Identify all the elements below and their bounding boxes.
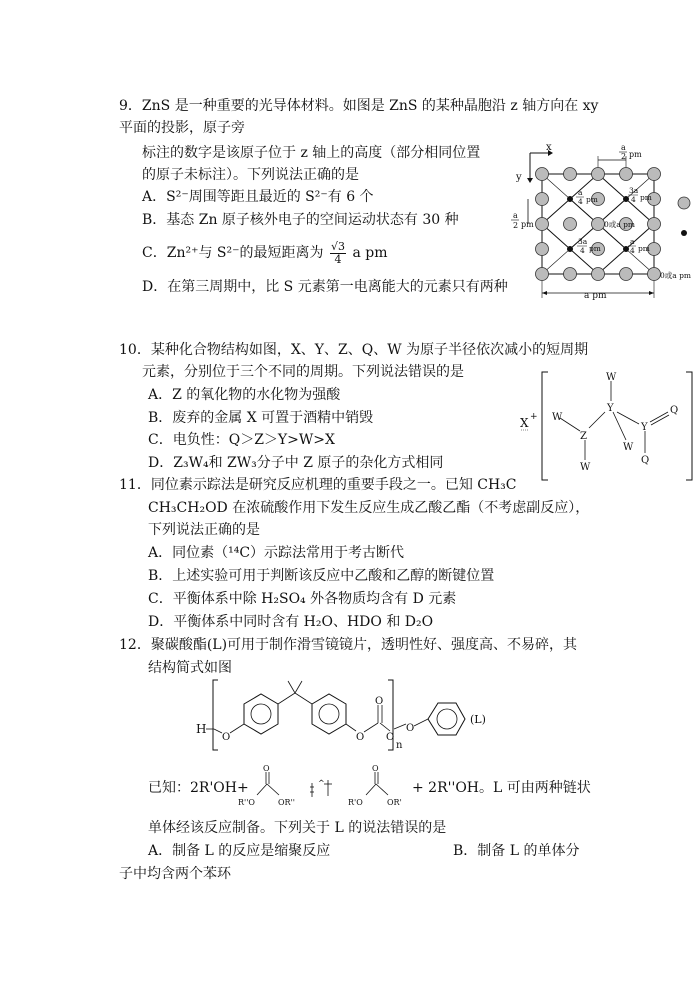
bottom-dim-label: a pm bbox=[584, 291, 607, 301]
h-end-group: H bbox=[196, 722, 207, 736]
atom-w: W bbox=[552, 412, 563, 423]
q9-option-d: D．在第三周期中，比 S 元素第一电离能大的元素只有两种 bbox=[142, 279, 508, 295]
q9-stem-line4: 的原子未标注）。下列说法正确的是 bbox=[142, 167, 359, 183]
axis-x-label: x bbox=[546, 142, 552, 153]
h-label-den: 4 bbox=[578, 197, 583, 206]
q12-stem-line1: 12．聚碳酸酯(L)可用于制作滑雪镜镜片，透明性好、强度高、不易碎，其 bbox=[119, 637, 578, 653]
q12-option-b: B．制备 L 的单体分 bbox=[453, 843, 580, 859]
product-right-group: OR' bbox=[387, 798, 402, 807]
h-label-den: 4 bbox=[580, 246, 585, 255]
q10-option-b: B．废弃的金属 X 可置于酒精中销毁 bbox=[148, 410, 374, 426]
atom-y: Y bbox=[641, 422, 648, 433]
q12-option-a: A．制备 L 的反应是缩聚反应 bbox=[148, 843, 331, 859]
atom-w: W bbox=[623, 442, 634, 453]
carbonate-left-group: R''O bbox=[238, 798, 255, 807]
q11-option-a: A．同位素（¹⁴C）示踪法常用于考古断代 bbox=[148, 545, 405, 561]
h-label-den: 4 bbox=[631, 195, 636, 204]
polymer-label: (L) bbox=[470, 713, 486, 726]
carbonate-right-group: OR'' bbox=[278, 798, 295, 807]
q12-known-suffix: + 2R''OH。L 可由两种链状 bbox=[412, 780, 591, 796]
product-left-group: R'O bbox=[348, 798, 363, 807]
q9-option-c-numerator: √3 bbox=[330, 239, 345, 253]
cation-symbol: X bbox=[520, 416, 529, 430]
atom-w: W bbox=[606, 372, 617, 383]
h-label-num: 3a bbox=[578, 237, 588, 246]
q11-option-d: D．平衡体系中同时含有 H₂O、HDO 和 D₂O bbox=[148, 614, 434, 630]
left-dim-unit: pm bbox=[521, 220, 534, 229]
oxygen-3: O bbox=[386, 732, 395, 743]
q9-option-c-unit: a pm bbox=[352, 245, 388, 261]
q12-stem-line2: 结构简式如图 bbox=[148, 660, 232, 676]
q10-option-a: A．Z 的氧化物的水化物为强酸 bbox=[148, 387, 341, 403]
h-label-unit: pm bbox=[586, 195, 598, 204]
q10-stem-line1: 10．某种化合物结构如图，X、Y、Z、Q、W 为原子半径依次减小的短周期 bbox=[119, 342, 589, 358]
h-label-zero-or-a: 0或a pm bbox=[604, 220, 636, 229]
q12-option-b-cont: 子中均含两个苯环 bbox=[119, 866, 231, 882]
top-dim-unit: pm bbox=[629, 150, 642, 159]
h-label-unit: pm bbox=[640, 193, 652, 202]
oxygen-carbonyl: O bbox=[375, 696, 384, 707]
h-label-num: 3a bbox=[629, 186, 639, 195]
q9-option-c-denominator: 4 bbox=[334, 252, 342, 266]
atom-q: Q bbox=[670, 405, 679, 416]
q11-stem-line3: 下列说法正确的是 bbox=[148, 522, 260, 538]
atom-w: W bbox=[580, 462, 591, 473]
arrow-mark: ^ bbox=[318, 779, 325, 788]
left-dim-num: a bbox=[513, 211, 518, 220]
oxygen-4: O bbox=[406, 723, 415, 734]
atom-z: Z bbox=[580, 431, 587, 442]
repeat-n: n bbox=[396, 740, 403, 751]
top-dim-den: 2 bbox=[621, 152, 627, 161]
q9-stem-line1: 9．ZnS 是一种重要的光导体材料。如图是 ZnS 的某种晶胞沿 z 轴方向在 xy bbox=[119, 98, 599, 114]
atom-q: Q bbox=[641, 455, 650, 466]
q9-stem-line3: 标注的数字是该原子位于 z 轴上的高度（部分相同位置 bbox=[142, 145, 481, 161]
h-label-unit: pm bbox=[589, 244, 601, 253]
h-label-num: a bbox=[630, 237, 635, 246]
carbonate-o: O bbox=[263, 764, 270, 773]
product-carbonate-o: O bbox=[372, 764, 379, 773]
h-label-unit: pm bbox=[638, 244, 650, 253]
q12-stem-line3: 单体经该反应制备。下列关于 L 的说法错误的是 bbox=[148, 820, 447, 836]
left-dim-den: 2 bbox=[513, 221, 519, 230]
q9-option-c-text: C．Zn²⁺与 S²⁻的最短距离为 bbox=[142, 245, 324, 261]
q9-stem-line2: 平面的投影，原子旁 bbox=[119, 120, 245, 136]
atom-y: Y bbox=[607, 403, 614, 414]
q11-stem-line2: CH₃CH₂OD 在浓硫酸作用下发生反应生成乙酸乙酯（不考虑副反应）， bbox=[148, 500, 590, 516]
q10-option-d: D．Z₃W₄和 ZW₃分子中 Z 原子的杂化方式相同 bbox=[148, 455, 444, 471]
q10-option-c: C．电负性：Q＞Z＞Y>W>X bbox=[148, 432, 335, 448]
axis-y-label: y bbox=[516, 172, 522, 183]
oxygen-2: O bbox=[356, 732, 365, 743]
q12-known-prefix: 已知：2R'OH+ bbox=[148, 780, 249, 796]
q9-option-b: B．基态 Zn 原子核外电子的空间运动状态有 30 种 bbox=[142, 212, 459, 228]
q11-option-c: C．平衡体系中除 H₂SO₄ 外各物质均含有 D 元素 bbox=[148, 591, 457, 607]
q11-option-b: B．上述实验可用于判断该反应中乙酸和乙醇的断键位置 bbox=[148, 568, 495, 584]
h-label-den: 4 bbox=[630, 246, 635, 255]
oxygen-1: O bbox=[222, 732, 231, 743]
q11-stem-line1: 11．同位素示踪法是研究反应机理的重要手段之一。已知 CH₃C bbox=[119, 477, 517, 493]
top-dim-num: a bbox=[621, 143, 626, 152]
q9-option-a: A．S²⁻周围等距且最近的 S²⁻有 6 个 bbox=[142, 189, 374, 205]
h-label-num: a bbox=[578, 188, 583, 197]
q10-stem-line2: 元素，分别位于三个不同的周期。下列说法错误的是 bbox=[142, 364, 464, 380]
cation-charge: + bbox=[530, 412, 538, 422]
h-label-zero-or-a: 0或a pm bbox=[660, 271, 692, 280]
